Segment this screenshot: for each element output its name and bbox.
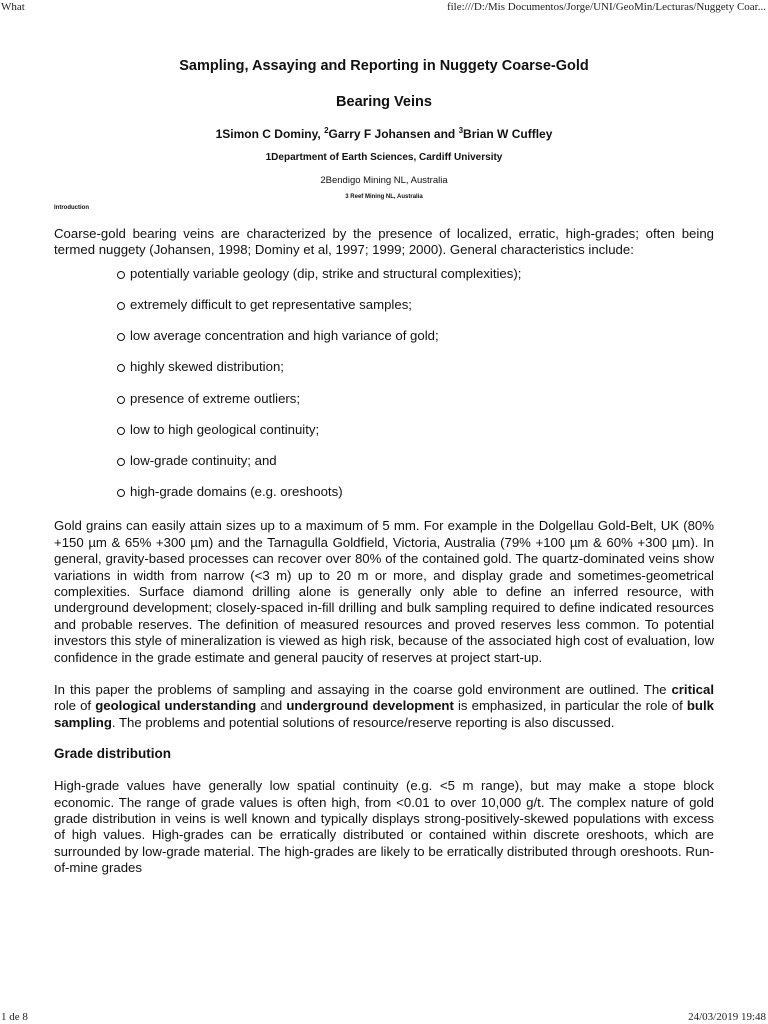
author-1: 1Simon C Dominy, <box>215 127 325 141</box>
article-title-line1: Sampling, Assaying and Reporting in Nuggety Coarse-Gold <box>179 58 589 74</box>
list-item-text: extremely difficult to get representative samples; <box>130 297 412 312</box>
list-item <box>117 297 714 328</box>
circle-bullet-icon <box>117 302 125 310</box>
list-item <box>117 422 714 453</box>
list-item <box>117 391 714 422</box>
circle-bullet-icon <box>117 396 125 404</box>
circle-bullet-icon <box>117 364 125 372</box>
list-item-text: potentially variable geology (dip, strike and structural complexities); <box>130 265 522 281</box>
print-header-title: What <box>1 1 25 13</box>
characteristics-list <box>54 266 714 516</box>
list-item-text: low-grade continuity; and <box>130 452 277 468</box>
author-3-marker: 3 <box>458 126 464 135</box>
list-item-text: low to high geological continuity; <box>130 421 320 437</box>
list-item-text: highly skewed distribution; <box>130 359 284 375</box>
author-3: Brian W Cuffley <box>463 127 553 141</box>
author-2-marker: 2 <box>324 126 329 135</box>
list-item <box>117 266 714 297</box>
paragraph-text: In this paper the problems of sampling and assaying in the coarse gold environment are outlined. The <box>54 681 672 697</box>
introduction-label: Introduction <box>54 205 89 211</box>
article-body <box>54 56 714 877</box>
list-item-text: high-grade domains (e.g. oreshoots) <box>130 484 343 500</box>
intro-paragraph: Coarse-gold bearing veins are characterized by the presence of localized, erratic, high-grades; often being termed nuggety (Johansen, 1998; Dominy et al, 1997; 1999; 2000). General characteristics include: <box>54 226 714 258</box>
list-item <box>117 484 714 515</box>
list-item <box>117 359 714 390</box>
gold-grains-paragraph: Gold grains can easily attain sizes up to a maximum of 5 mm. For example in the Dolgellau Gold-Belt, UK (80% +150 µm & 65% +300 µm) and the Tarnagulla Goldfield, Victoria, Australia (79% +100 µm & 60% +300 µm). In general, gravity-based processes can recover over 80% of the contained gold. The quartz-dominated veins show variations in width from narrow (<3 m) up to 20 m or more, and display grade and sometimes-geometrical complexities. Surface diamond drilling alone is generally only able to define an inferred resource, with underground development; closely-spaced in-fill drilling and bulk sampling required to define indicated resources and probable reserves. The definition of measured resources and proved reserves less common. To potential investors this style of mineralization is viewed as high risk, because of the associated high cost of evaluation, low confidence in the grade estimate and general paucity of reserves at project start-up. <box>54 518 714 665</box>
list-item <box>117 328 714 359</box>
affiliation-1: 1Department of Earth Sciences, Cardiff University <box>265 152 503 163</box>
paragraph-text: role of <box>54 698 96 714</box>
emphasis-geological-understanding: geological understanding <box>95 698 257 714</box>
section-heading-grade-distribution: Grade distribution <box>54 746 172 762</box>
circle-bullet-icon <box>117 458 125 466</box>
grade-distribution-paragraph: High-grade values have generally low spatial continuity (e.g. <5 m range), but may make a stope block economic. The range of grade values is often high, from <0.01 to over 10,000 g/t. The complex nature of gold grade distribution in veins is well known and typically displays strong-positively-skewed populations with excess of high values. High-grades can be erratically distributed or contained within discrete oreshoots, which are surrounded by low-grade material. The high-grades are likely to be erratically distributed through oreshoots. Run-of-mine grades <box>54 778 714 876</box>
print-footer <box>0 1010 768 1024</box>
affiliation-2: 2Bendigo Mining NL, Australia <box>320 175 448 186</box>
emphasis-underground-development: underground development <box>286 698 454 714</box>
article-title-line2: Bearing Veins <box>336 94 432 110</box>
paragraph-text: and <box>256 698 287 714</box>
circle-bullet-icon <box>117 427 125 435</box>
print-header <box>0 0 768 14</box>
paragraph-text: . The problems and potential solutions of resource/reserve reporting is also discussed. <box>111 714 615 730</box>
paper-scope-paragraph <box>54 682 714 731</box>
author-2: Garry F Johansen and <box>328 127 459 141</box>
emphasis-bulk-sampling: bulk sampling <box>54 698 714 730</box>
page-counter: 1 de 8 <box>1 1011 28 1023</box>
circle-bullet-icon <box>117 333 125 341</box>
circle-bullet-icon <box>117 489 125 497</box>
list-item-text: low average concentration and high variance of gold; <box>130 328 439 344</box>
author-list <box>54 126 714 142</box>
list-item <box>117 453 714 484</box>
affiliation-3: 3 Reef Mining NL, Australia <box>345 194 423 200</box>
circle-bullet-icon <box>117 271 125 279</box>
emphasis-critical: critical <box>671 681 714 697</box>
print-header-file-path: file:///D:/Mis Documentos/Jorge/UNI/GeoMin/Lecturas/Nuggety Coar... <box>446 1 766 13</box>
paragraph-text: is emphasized, in particular the role of <box>453 698 687 714</box>
list-item-text: presence of extreme outliers; <box>130 390 301 406</box>
print-timestamp: 24/03/2019 19:48 <box>688 1011 766 1023</box>
